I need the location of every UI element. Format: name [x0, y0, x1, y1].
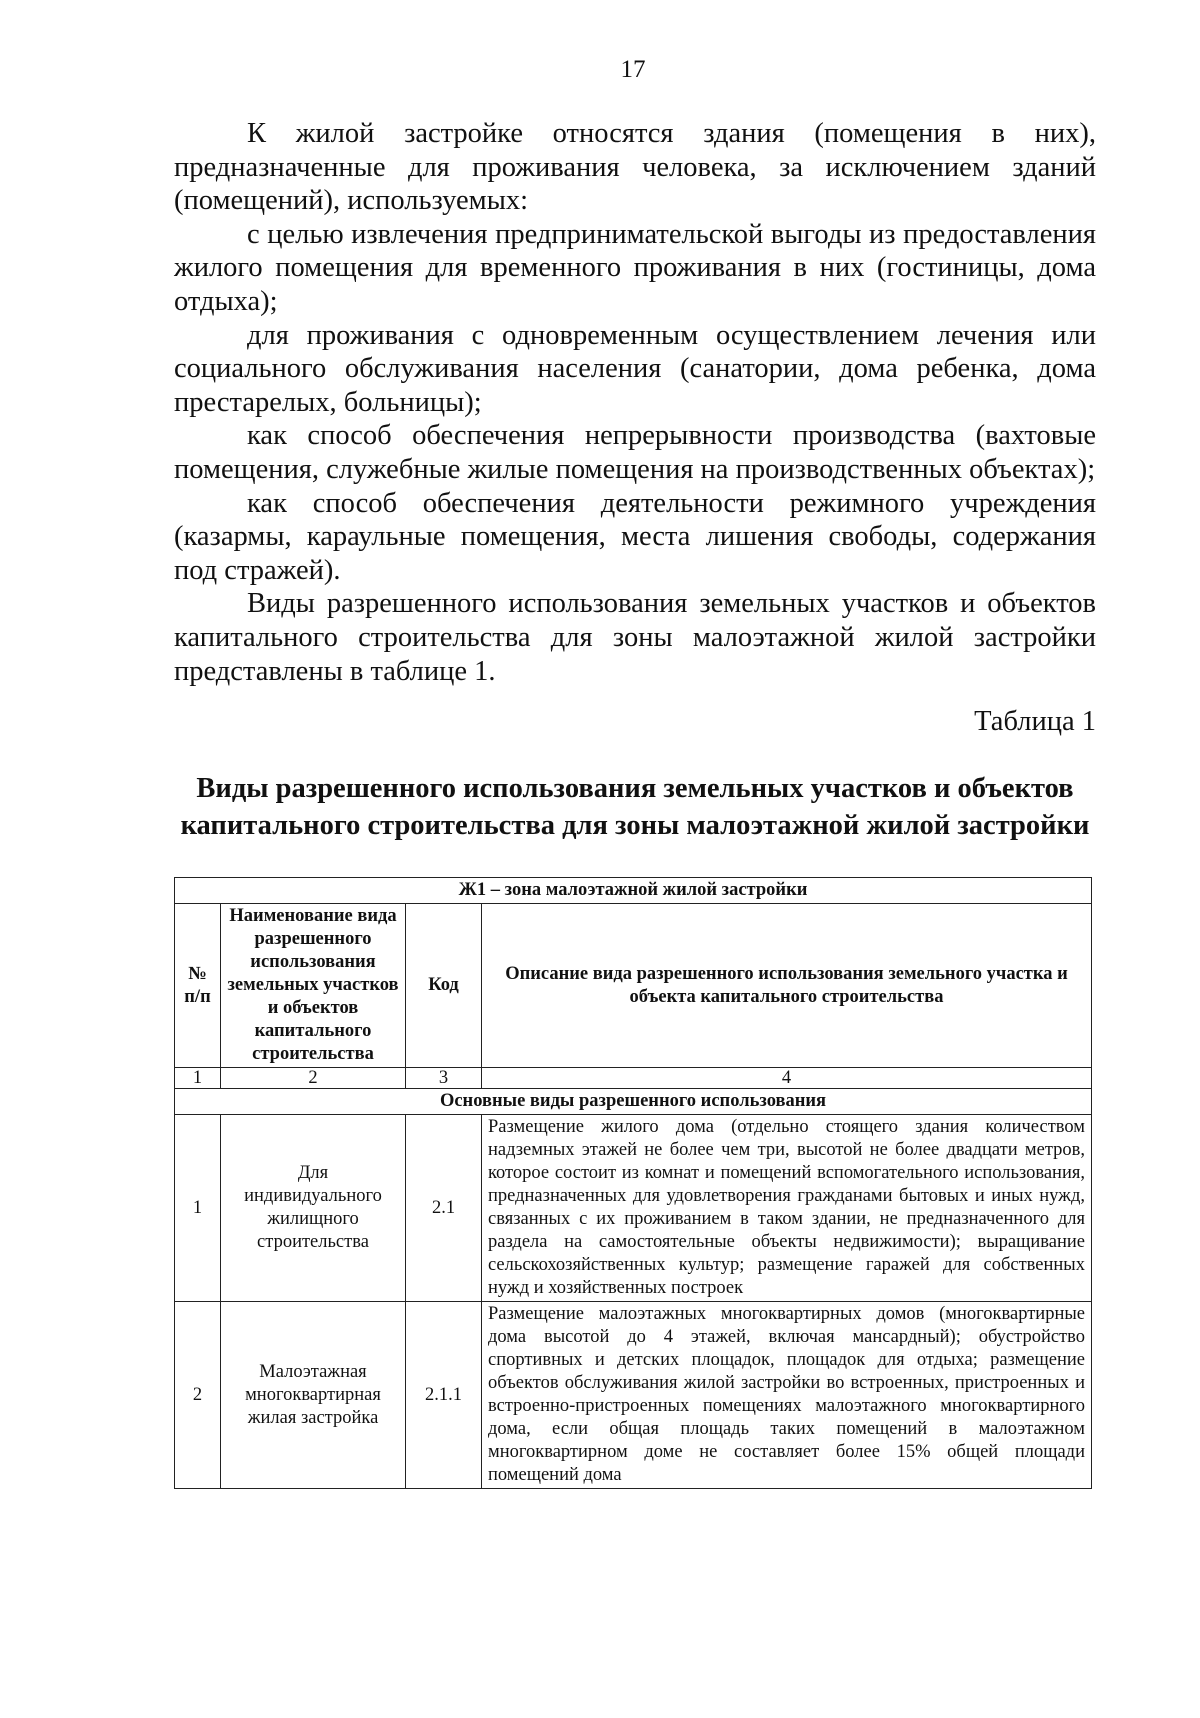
paragraph: Виды разрешенного использования земельных участков и объектов капитального строительства для зоны малоэтажной жилой застройки представлены в таблице 1. [174, 588, 1096, 687]
table-label: Таблица 1 [974, 706, 1096, 737]
zone-header-row [175, 878, 1092, 904]
paragraph: с целью извлечения предпринимательской выгоды из предоставления жилого помещения для временного проживания в них (гостиницы, дома отдыха); [174, 218, 1096, 317]
column-header-description: Описание вида разрешенного использования земельного участка и объекта капитального строительства [482, 904, 1092, 1068]
body-text [174, 117, 1096, 688]
column-header-name: Наименование вида разрешенного использования земельных участков и объектов капитального строительства [221, 904, 406, 1068]
paragraph: К жилой застройке относятся здания (помещения в них), предназначенные для проживания человека, за исключением зданий (помещений), используемых: [174, 118, 1096, 217]
section-header-row [175, 1089, 1092, 1115]
column-index: 2 [221, 1068, 406, 1089]
zone-header: Ж1 – зона малоэтажной жилой застройки [175, 878, 1092, 904]
column-index: 3 [406, 1068, 482, 1089]
row-description: Размещение жилого дома (отдельно стоящего здания количеством надземных этажей не более чем три, высотой не более двадцати метров, которое состоит из комнат и помещений вспомогательного использования, предназначенных для удовлетворения гражданами бытовых и иных нужд, связанных с их проживанием в таком здании, не предназначенного для раздела на самостоятельные объекты недвижимости); выращивание сельскохозяйственных культур; размещение гаражей для собственных нужд и хозяйственных построек [482, 1115, 1092, 1302]
table-row [175, 1302, 1092, 1489]
column-index-row [175, 1068, 1092, 1089]
row-number: 1 [175, 1115, 221, 1302]
paragraph: как способ обеспечения деятельности режимного учреждения (казармы, караульные помещения, места лишения свободы, содержания под стражей). [174, 487, 1096, 586]
column-header-number: № п/п [175, 904, 221, 1068]
row-name: Для индивидуального жилищного строительства [221, 1115, 406, 1302]
row-code: 2.1 [406, 1115, 482, 1302]
paragraph: как способ обеспечения непрерывности производства (вахтовые помещения, служебные жилые помещения на производственных объектах); [174, 420, 1096, 485]
row-code: 2.1.1 [406, 1302, 482, 1489]
table-row [175, 1115, 1092, 1302]
column-header-code: Код [406, 904, 482, 1068]
row-description: Размещение малоэтажных многоквартирных домов (многоквартирные дома высотой до 4 этажей, включая мансардный); обустройство спортивных и детских площадок, площадок для отдыха; размещение объектов обслуживания жилой застройки во встроенных, пристроенных и встроенно-пристроенных помещениях малоэтажного многоквартирного дома, если общая площадь таких помещений в малоэтажном многоквартирном доме не составляет более 15% общей площади помещений дома [482, 1302, 1092, 1489]
row-name: Малоэтажная многоквартирная жилая застройка [221, 1302, 406, 1489]
column-index: 4 [482, 1068, 1092, 1089]
section-header: Основные виды разрешенного использования [175, 1089, 1092, 1115]
paragraph: для проживания с одновременным осуществлением лечения или социального обслуживания населения (санатории, дома ребенка, дома престарелых, больницы); [174, 319, 1096, 418]
row-number: 2 [175, 1302, 221, 1489]
page-number: 17 [620, 56, 646, 83]
column-header-row [175, 904, 1092, 1068]
land-use-table [174, 877, 1092, 1489]
table-title: Виды разрешенного использования земельных участков и объектов капитального строительства для зоны малоэтажной жилой застройки [180, 773, 1090, 841]
column-index: 1 [175, 1068, 221, 1089]
